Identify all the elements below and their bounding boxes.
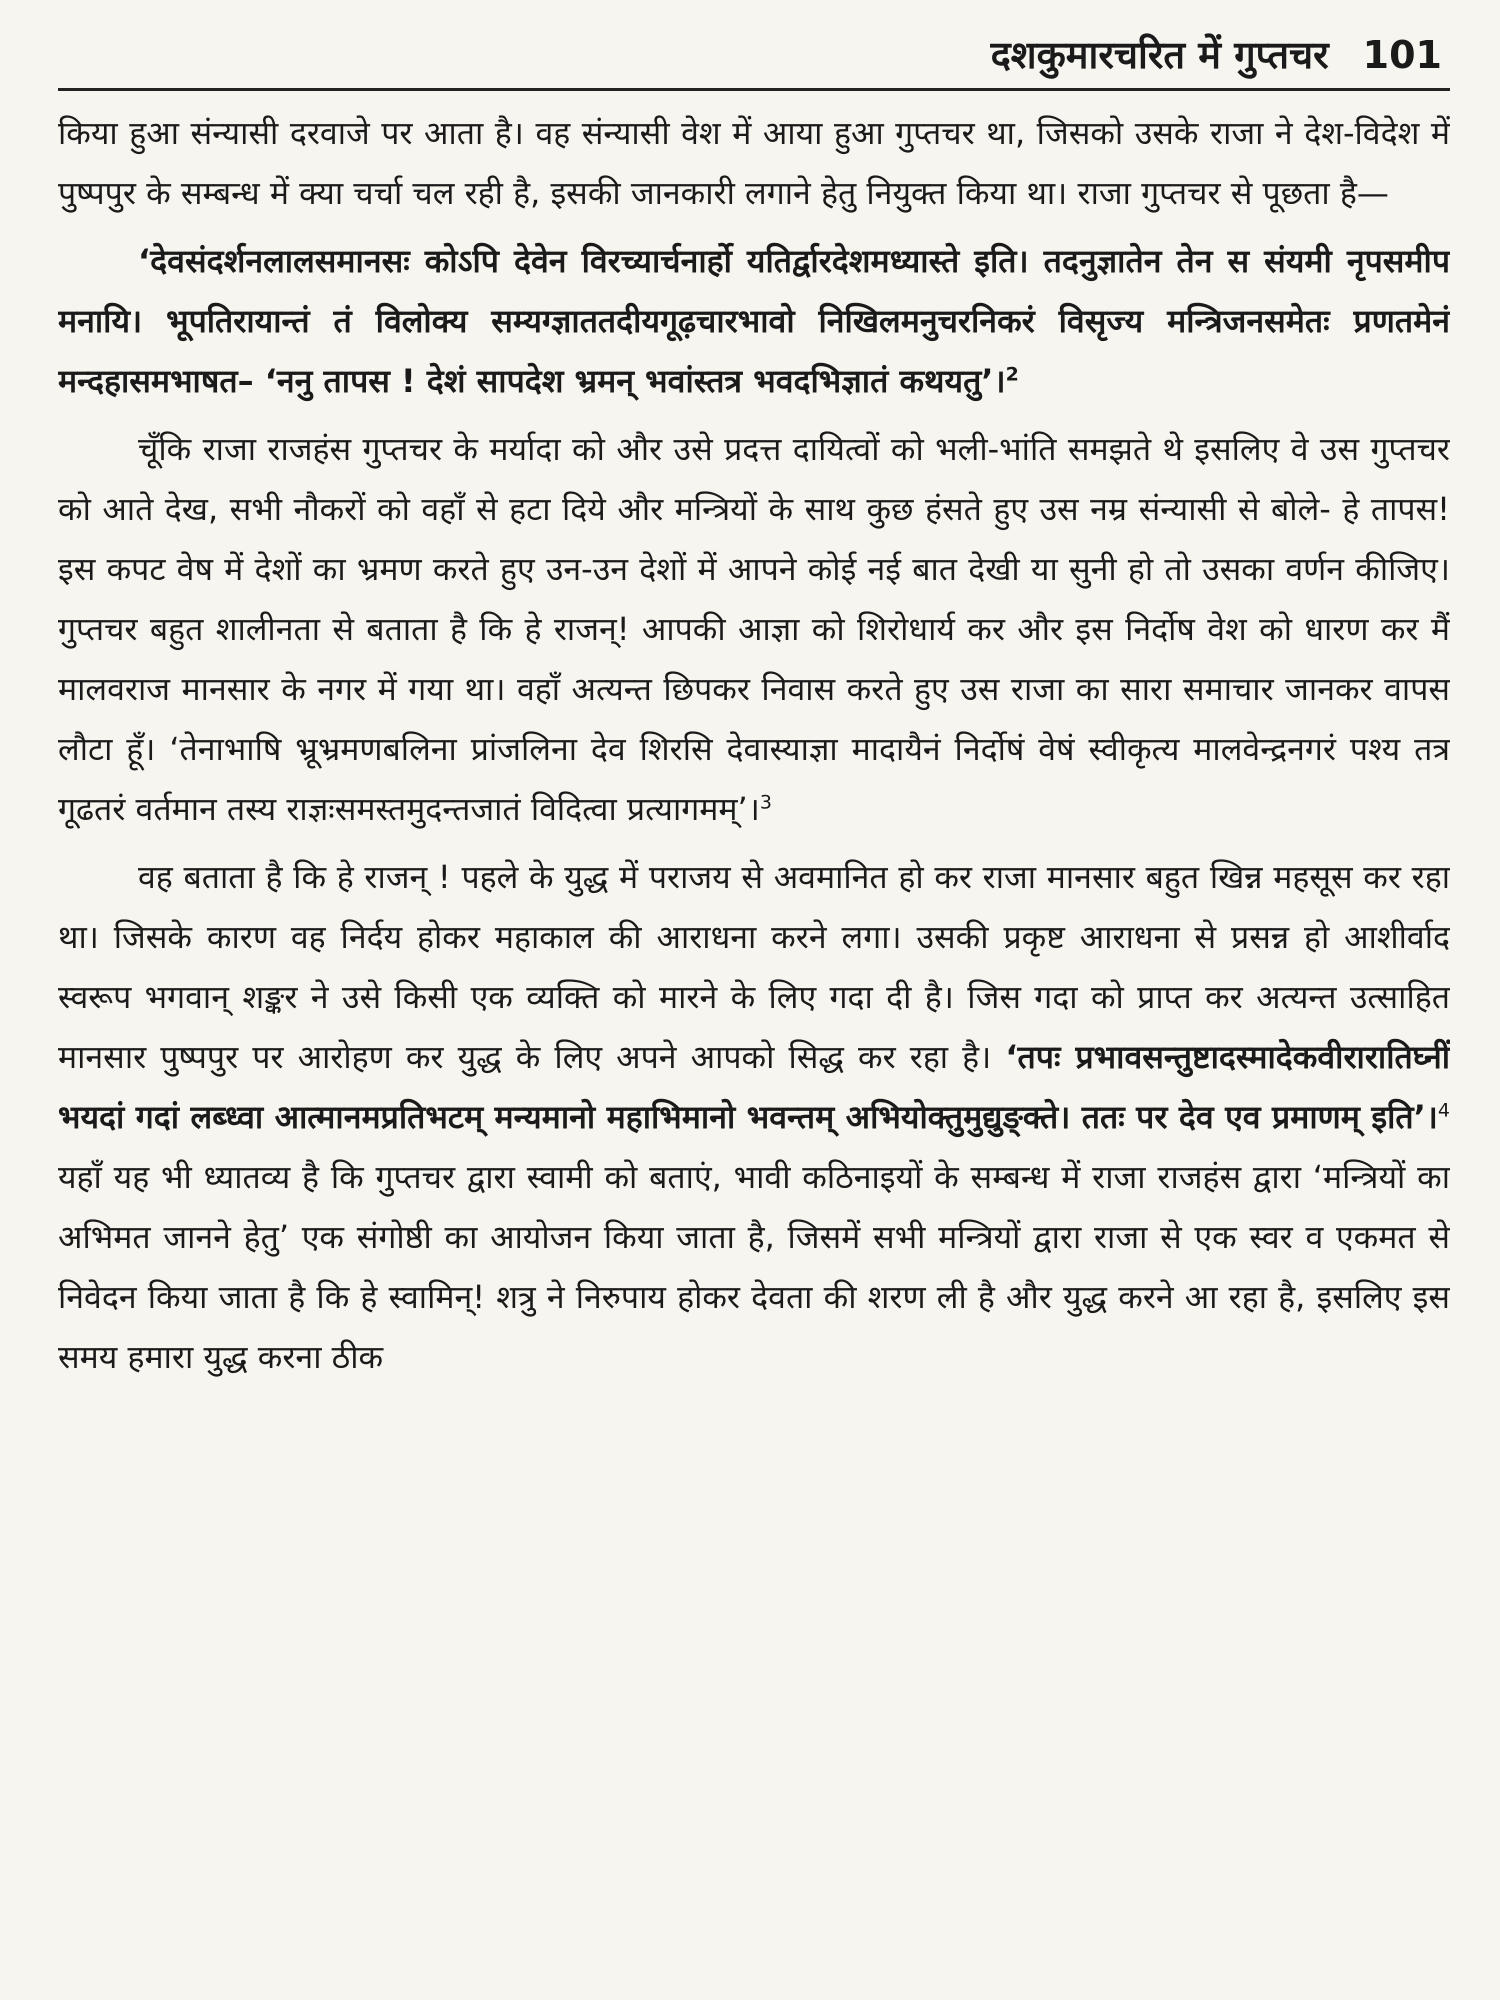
page-number: 101 xyxy=(1362,33,1442,77)
footnote-ref-4: 4 xyxy=(1437,1099,1450,1122)
paragraph-3-text: वह बताता है कि हे राजन् ! पहले के युद्ध में पराजय से अवमानित हो कर राजा मानसार बहुत खिन्न महसूस कर रहा था। जिसके कारण वह निर्दय होकर महाकाल की आराधना करने लगा। उसकी प्रकृष्ट आराधना से प्रसन्न हो आशीर्वाद स्वरूप भगवान् शङ्कर ने उसे किसी एक व्यक्ति को मारने के लिए गदा दी है। जिस गदा को प्राप्त कर अत्यन्त उत्साहित मानसार पुष्पपुर पर आरोहण कर युद्ध के लिए अपने आपको सिद्ध कर रहा है। xyxy=(58,858,1450,1076)
paragraph-3 xyxy=(58,847,1450,1387)
sanskrit-quote-1 xyxy=(58,231,1450,411)
sanskrit-quote-1-text: ‘देवसंदर्शनलालसमानसः कोऽपि देवेन विरच्यार्चनार्हो यतिर्द्वारदेशमध्यास्ते इति। तदनुज्ञातेन तेन स संयमी नृपसमीप मनायि। भूपतिरायान्तं तं विलोक्य सम्यग्ज्ञाततदीयगूढ़चारभावो निखिलमनुचरनिकरं विसृज्य मन्त्रिजनसमेतः प्रणतमेनं मन्दहासमभाषत– ‘ननु तापस ! देशं सापदेश भ्रमन् भवांस्तत्र भवदभिज्ञातं कथयतु’। xyxy=(58,242,1450,400)
book-page xyxy=(58,30,1450,1980)
chapter-title: दशकुमारचरित में गुप्तचर xyxy=(990,33,1329,77)
paragraph-3-continuation: यहाँ यह भी ध्यातव्य है कि गुप्तचर द्वारा स्वामी को बताएं, भावी कठिनाइयों के सम्बन्ध में राजा राजहंस द्वारा ‘मन्त्रियों का अभिमत जानने हेतु’ एक संगोष्ठी का आयोजन किया जाता है, जिसमें सभी मन्त्रियों द्वारा राजा से एक स्वर व एकमत से निवेदन किया जाता है कि हे स्वामिन्! शत्रु ने निरुपाय होकर देवता की शरण ली है और युद्ध करने आ रहा है, इसलिए इस समय हमारा युद्ध करना ठीक xyxy=(58,1158,1450,1376)
paragraph-1 xyxy=(58,103,1450,223)
paragraph-1-text: किया हुआ संन्यासी दरवाजे पर आता है। वह संन्यासी वेश में आया हुआ गुप्तचर था, जिसको उसके राजा ने देश-विदेश में पुष्पपुर के सम्बन्ध में क्या चर्चा चल रही है, इसकी जानकारी लगाने हेतु नियुक्त किया था। राजा गुप्तचर से पूछता है— xyxy=(58,114,1450,212)
footnote-ref-3: 3 xyxy=(759,791,772,814)
paragraph-2-text: चूँकि राजा राजहंस गुप्तचर के मर्यादा को और उसे प्रदत्त दायित्वों को भली-भांति समझते थे इसलिए वे उस गुप्तचर को आते देख, सभी नौकरों को वहाँ से हटा दिये और मन्त्रियों के साथ कुछ हंसते हुए उस नम्र संन्यासी से बोले- हे तापस! इस कपट वेष में देशों का भ्रमण करते हुए उन-उन देशों में आपने कोई नई बात देखी या सुनी हो तो उसका वर्णन कीजिए। गुप्तचर बहुत शालीनता से बताता है कि हे राजन्! आपकी आज्ञा को शिरोधार्य कर और इस निर्दोष वेश को धारण कर मैं मालवराज मानसार के नगर में गया था। वहाँ अत्यन्त छिपकर निवास करते हुए उस राजा का सारा समाचार जानकर वापस लौटा हूँ। ‘तेनाभाषि भ्रूभ्रमणबलिना प्रांजलिना देव शिरसि देवास्याज्ञा मादायैनं निर्दोषं वेषं स्वीकृत्य मालवेन्द्रनगरं पश्य तत्र गूढतरं वर्तमान तस्य राज्ञःसमस्तमुदन्तजातं विदित्वा प्रत्यागमम्’। xyxy=(58,430,1450,828)
paragraph-2 xyxy=(58,419,1450,839)
body-text xyxy=(58,103,1450,1387)
footnote-ref-2: 2 xyxy=(1005,363,1019,386)
running-header xyxy=(58,30,1450,91)
sanskrit-quote-2: ‘तपः प्रभावसन्तुष्टादस्मादेकवीरारातिघ्नीं भयदां गदां लब्ध्वा आत्मानमप्रतिभटम् मन्यमानो महाभिमानो भवन्तम् अभियोक्तुमुद्युङ्क्ते। ततः पर देव एव प्रमाणम् इति’। xyxy=(58,1038,1450,1136)
